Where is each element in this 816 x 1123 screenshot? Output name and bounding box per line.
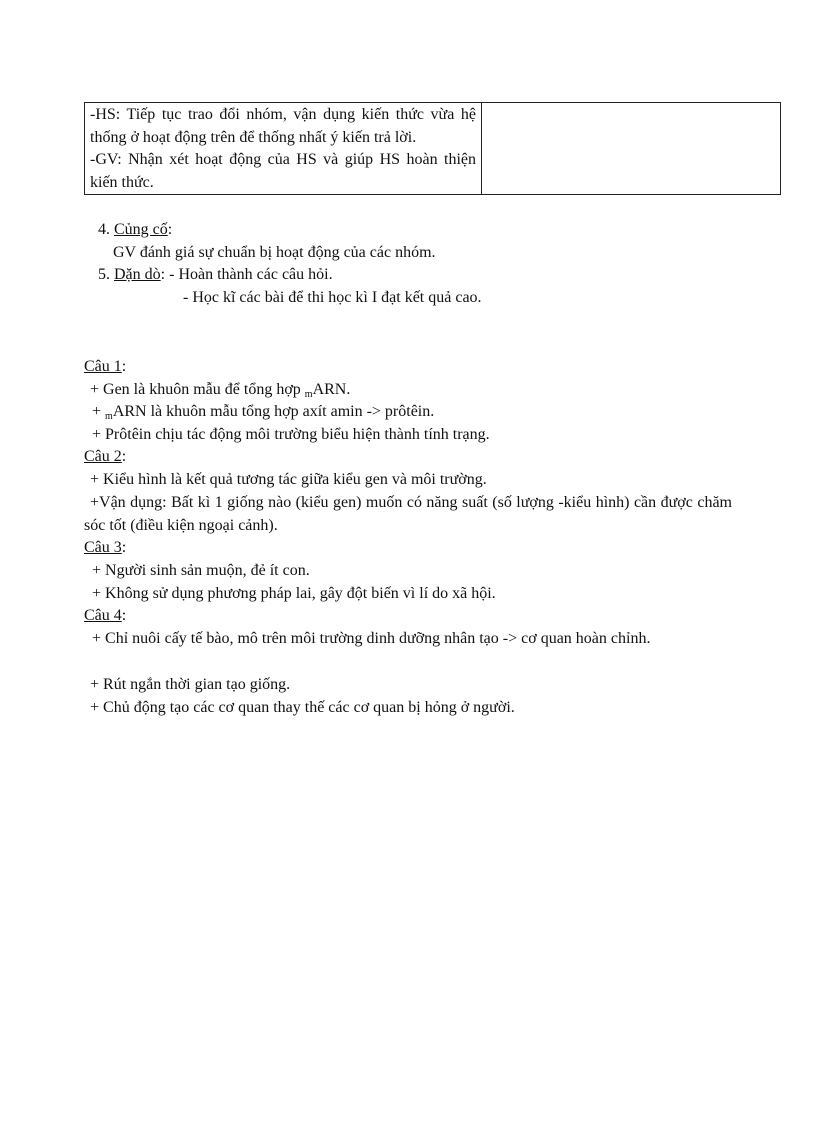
q1-line-1	[90, 379, 350, 401]
q3-colon: :	[121, 539, 127, 556]
section-5-line-2: - Học kĩ các bài để thi học kì I đạt kết quả cao.	[183, 289, 482, 306]
q4-colon: :	[121, 607, 127, 624]
q1-title	[84, 356, 126, 378]
gv-activity-text: -GV: Nhận xét hoạt động của HS và giúp HS hoàn thiện kiến thức.	[90, 151, 476, 191]
section-4-number: 4.	[98, 221, 110, 238]
q1-title-text: Câu 1	[84, 358, 122, 375]
section-5-colon: :	[160, 266, 166, 283]
q1-line-1-sub: m	[304, 389, 313, 400]
q2-colon: :	[121, 448, 127, 465]
q2-line-2: +Vận dụng: Bất kì 1 giống nào (kiểu gen) muốn có năng suất (số lượng -kiểu hình) cần được chăm sóc tốt (điều kiện ngoại cảnh).	[84, 494, 732, 534]
q4-line-2: + Rút ngắn thời gian tạo giống.	[90, 676, 291, 693]
q2-title-text: Câu 2	[84, 448, 122, 465]
q3-line-1: + Người sinh sản muộn, đẻ ít con.	[92, 562, 310, 579]
section-5-heading	[98, 264, 333, 286]
q1-colon: :	[121, 358, 127, 375]
section-4-text: GV đánh giá sự chuẩn bị hoạt động của các nhóm.	[113, 244, 436, 261]
q4-line-3: + Chủ động tạo các cơ quan thay thế các cơ quan bị hỏng ở người.	[90, 699, 515, 716]
q1-line-3: + Prôtêin chịu tác động môi trường biểu hiện thành tính trạng.	[92, 426, 490, 443]
section-5-line-1: - Hoàn thành các câu hỏi.	[169, 266, 333, 283]
q1-line-2-pre: +	[92, 403, 106, 420]
q3-title-text: Câu 3	[84, 539, 122, 556]
q1-line-2-text: ARN là khuôn mẫu tổng hợp axít amin -> prôtêin.	[112, 403, 435, 420]
section-5-number: 5.	[98, 266, 110, 283]
q4-title-text: Câu 4	[84, 607, 122, 624]
q3-line-2: + Không sử dụng phương pháp lai, gây đột biến vì lí do xã hội.	[92, 585, 496, 602]
q1-line-2-sub: m	[105, 411, 113, 422]
q1-line-1-post: ARN.	[312, 381, 351, 398]
q2-title	[84, 446, 126, 468]
activity-table	[84, 102, 781, 195]
hs-activity-text: -HS: Tiếp tục trao đổi nhóm, vận dụng kiến thức vừa hệ thống ở hoạt động trên để thống nhất ý kiến trả lời.	[90, 106, 476, 146]
q4-line-1: + Chỉ nuôi cấy tế bào, mô trên môi trường dinh dưỡng nhân tạo -> cơ quan hoàn chỉnh.	[92, 630, 651, 647]
table-right-cell	[482, 103, 781, 195]
q4-title	[84, 605, 126, 627]
section-4-colon: :	[167, 221, 173, 238]
q1-line-1-text: + Gen là khuôn mẫu để tổng hợp	[90, 381, 305, 398]
section-5-title: Dặn dò	[114, 266, 161, 283]
table-row	[85, 103, 781, 195]
table-left-cell	[85, 103, 482, 195]
q2-line-1: + Kiểu hình là kết quả tương tác giữa kiểu gen và môi trường.	[90, 471, 487, 488]
q3-title	[84, 537, 126, 559]
section-4-heading	[98, 219, 172, 241]
q1-line-2	[92, 401, 434, 423]
section-4-title: Củng cố	[114, 221, 168, 238]
